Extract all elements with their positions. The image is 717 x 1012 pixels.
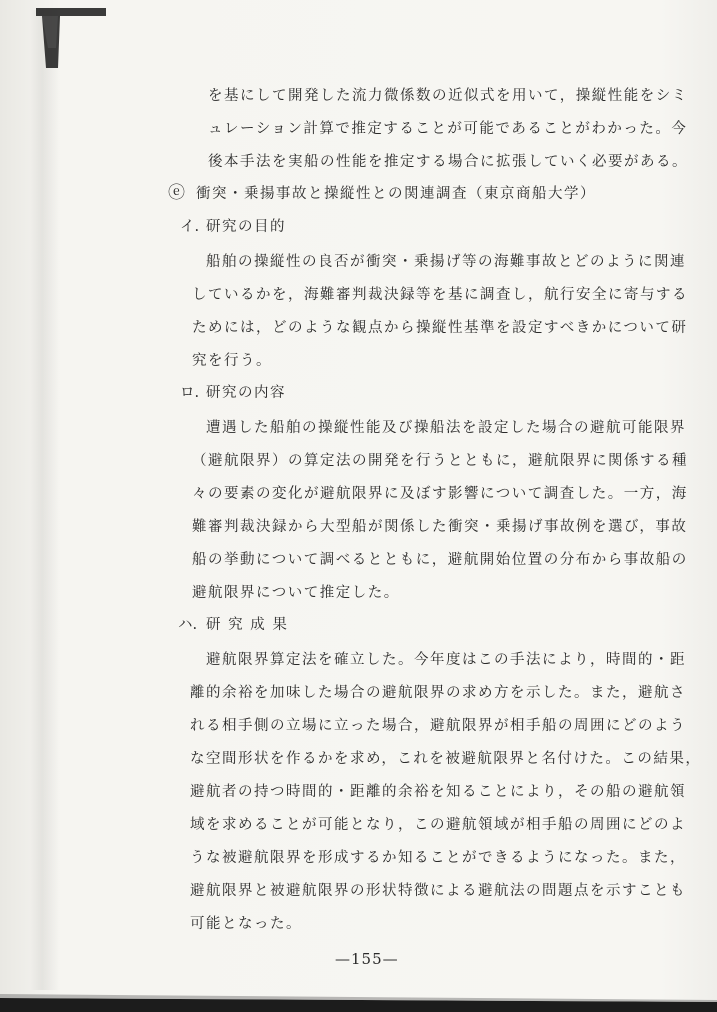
text-line: 難審判裁決録から大型船が関係した衝突・乗揚げ事故例を選び，事故	[192, 519, 688, 535]
page-number: —155—	[335, 950, 399, 968]
text-line: 離的余裕を加味した場合の避航限界の求め方を示した。また，避航さ	[190, 685, 686, 701]
text-line: 究を行う。	[192, 353, 272, 369]
binding-shadow	[30, 10, 60, 990]
text-line: れる相手側の立場に立った場合，避航限界が相手船の周囲にどのよう	[190, 718, 686, 734]
section-heading: 衝突・乗揚事故と操縦性との関連調査（東京商船大学）	[196, 186, 596, 202]
text-line: な空間形状を作るかを求め，これを被避航限界と名付けた。この結果，	[190, 751, 702, 767]
item-marker-ha: ハ.	[178, 617, 198, 633]
text-line: うな被避航限界を形成するか知ることができるようになった。また，	[190, 850, 686, 866]
item-heading: 研究の内容	[206, 385, 286, 401]
text-line: 可能となった。	[190, 916, 302, 932]
text-line: しているかを，海難審判裁決録等を基に調査し，航行安全に寄与する	[192, 287, 688, 303]
text-line: 々の要素の変化が避航限界に及ぼす影響について調査した。一方，海	[192, 486, 688, 502]
section-marker-e: ⓔ	[168, 183, 185, 203]
text-line: 後本手法を実船の性能を推定する場合に拡張していく必要がある。	[208, 154, 688, 170]
text-line: 船の挙動について調べるとともに，避航開始位置の分布から事故船の	[192, 552, 688, 568]
text-line: 避航限界算定法を確立した。今年度はこの手法により，時間的・距	[206, 652, 686, 668]
text-line: ュレーション計算で推定することが可能であることがわかった。今	[208, 121, 688, 137]
text-line: を基にして開発した流力微係数の近似式を用いて，操縦性能をシミ	[208, 88, 688, 104]
text-line: 船舶の操縦性の良否が衝突・乗揚げ等の海難事故とどのように関連	[206, 254, 686, 270]
text-line: 避航者の持つ時間的・距離的余裕を知ることにより，その船の避航領	[190, 784, 686, 800]
item-marker-ro: ロ.	[180, 385, 200, 401]
text-line: （避航限界）の算定法の開発を行うとともに，避航限界に関係する種	[192, 453, 688, 469]
text-line: 域を求めることが可能となり，この避航領域が相手船の周囲にどのよ	[190, 817, 686, 833]
scan-bottom-edge	[0, 992, 717, 1012]
scan-corner-mark	[36, 8, 106, 68]
text-line: 避航限界について推定した。	[192, 585, 400, 601]
item-heading: 研 究 成 果	[206, 617, 289, 633]
text-line: 避航限界と被避航限界の形状特徴による避航法の問題点を示すことも	[190, 883, 686, 899]
item-marker-i: イ.	[180, 219, 200, 235]
text-line: ためには，どのような観点から操縦性基準を設定すべきかについて研	[192, 320, 688, 336]
text-line: 遭遇した船舶の操縦性能及び操船法を設定した場合の避航可能限界	[206, 420, 686, 436]
item-heading: 研究の目的	[206, 219, 286, 235]
